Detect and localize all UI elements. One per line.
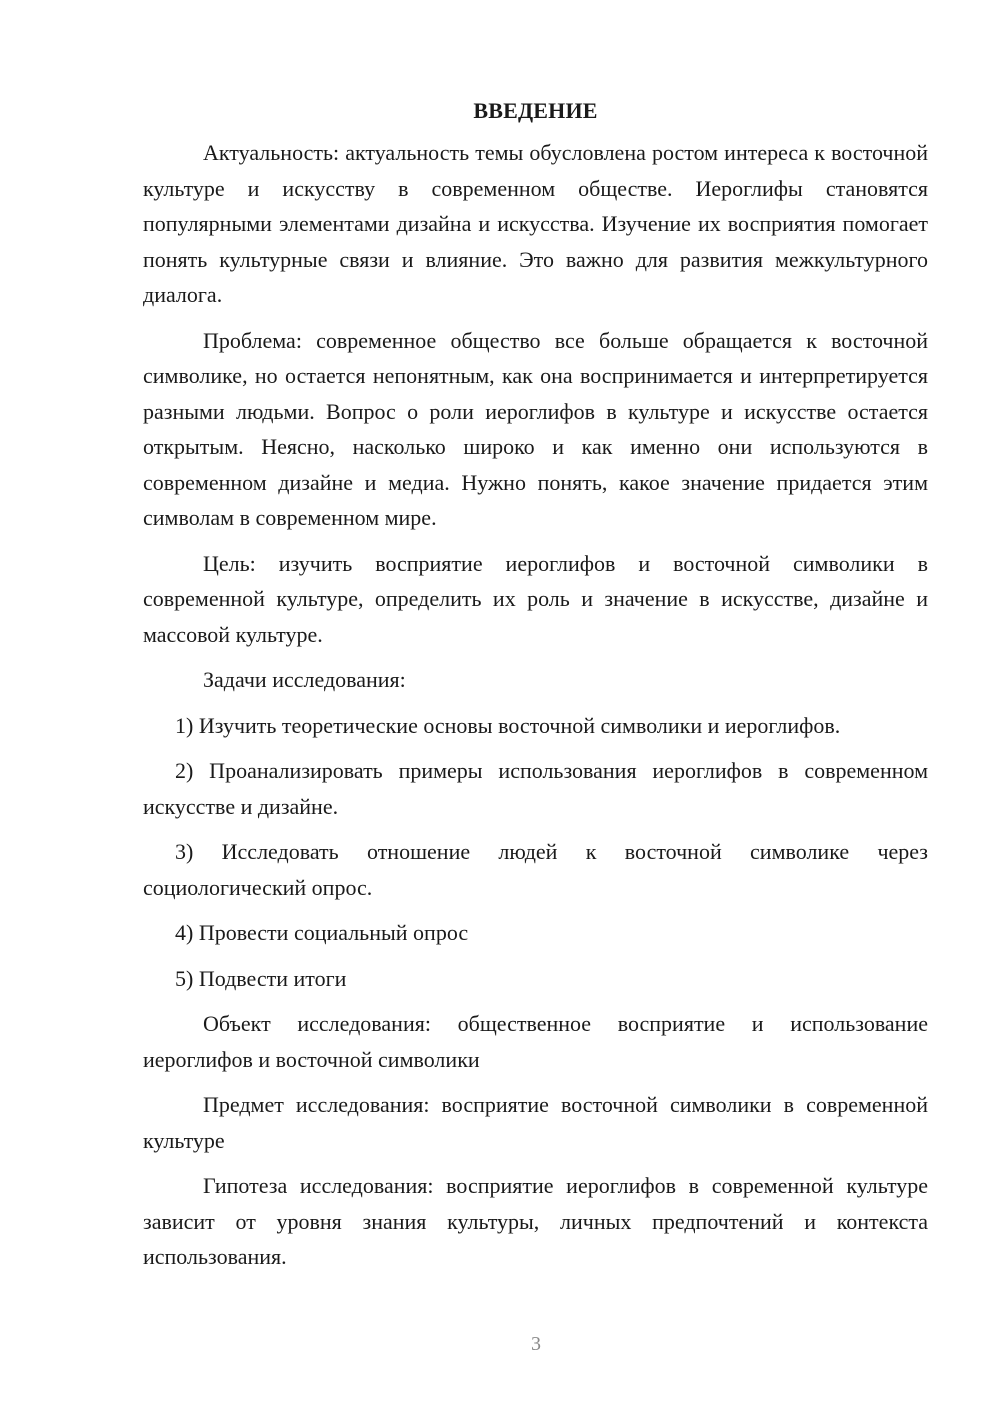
paragraph-hypothesis: Гипотеза исследования: восприятие иероглифов в современной культуре зависит от уровня знания культуры, личных предпочтений и контекста использования. — [143, 1173, 928, 1269]
paragraph-goal: Цель: изучить восприятие иероглифов и восточной символики в современной культуре, определить их роль и значение в искусстве, дизайне и массовой культуре. — [143, 550, 928, 647]
paragraph-subject: Предмет исследования: восприятие восточной символики в современной культуре — [143, 1092, 928, 1153]
paragraph-relevance: Актуальность: актуальность темы обусловлена ростом интереса к восточной культуре и искусству в современном обществе. Иероглифы становятся популярными элементами дизайна и искусства. Изучение их восприятия помогает понять культурные связи и влияние. Это важно для развития межкультурного диалога. — [143, 140, 928, 307]
paragraph-tasks-heading: Задачи исследования: — [203, 667, 406, 692]
task-item: 1) Изучить теоретические основы восточной символики и иероглифов. — [175, 712, 841, 738]
task-item: 4) Провести социальный опрос — [175, 920, 469, 945]
document-body — [143, 95, 928, 1285]
paragraph-problem: Проблема: современное общество все больше обращается к восточной символике, но остается непонятным, как она воспринимается и интерпретируется разными людьми. Вопрос о роли иероглифов в культуре и искусстве остается открытым. Неясно, насколько широко и как именно они используются в современном дизайне и медиа. Нужно понять, какое значение придается этим символам в современном мире. — [143, 327, 928, 530]
page-number: 3 — [531, 1333, 541, 1355]
paragraph-object: Объект исследования: общественное восприятие и использование иероглифов и восточной символики — [143, 1011, 928, 1072]
task-item: 5) Подвести итоги — [175, 965, 347, 991]
task-item: 3) Исследовать отношение людей к восточной символике через социологический опрос. — [143, 839, 928, 900]
task-item: 2) Проанализировать примеры использования иероглифов в современном искусстве и дизайне. — [143, 758, 928, 819]
page-title: ВВЕДЕНИЕ — [473, 98, 598, 123]
